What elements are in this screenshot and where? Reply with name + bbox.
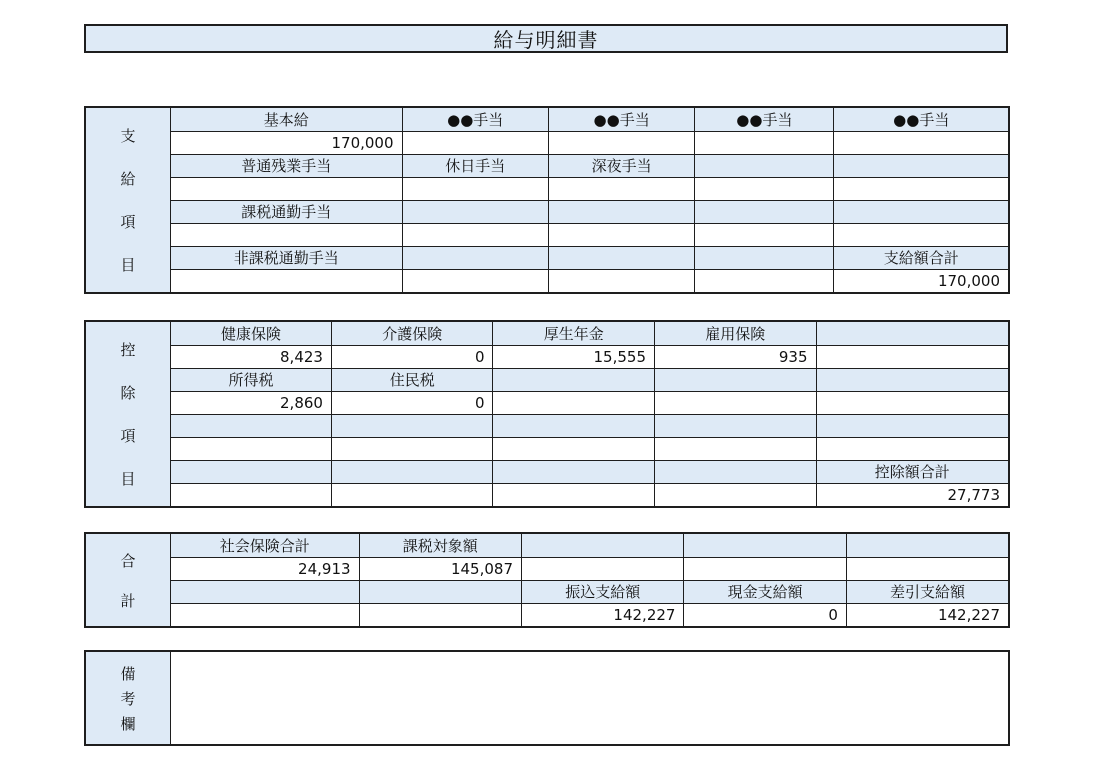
field-value[interactable] xyxy=(171,177,402,200)
field-label: 住民税 xyxy=(331,368,493,391)
table-row xyxy=(171,580,1008,603)
field-value[interactable] xyxy=(171,223,402,246)
field-label xyxy=(171,414,331,437)
table-row xyxy=(171,414,1008,437)
field-label xyxy=(402,200,548,223)
field-value[interactable] xyxy=(548,223,694,246)
field-value[interactable] xyxy=(834,131,1008,154)
side-label-char: 備 xyxy=(120,664,136,683)
field-value[interactable] xyxy=(402,269,548,292)
field-value[interactable] xyxy=(548,269,694,292)
field-label xyxy=(655,414,817,437)
table-row xyxy=(171,391,1008,414)
field-value[interactable] xyxy=(493,391,655,414)
field-value[interactable]: 142,227 xyxy=(522,603,684,626)
side-label-char: 給 xyxy=(120,170,136,188)
payments-table xyxy=(171,108,1008,292)
field-value[interactable] xyxy=(655,437,817,460)
field-value[interactable] xyxy=(402,223,548,246)
field-label xyxy=(695,246,834,269)
table-row xyxy=(171,460,1008,483)
field-label: 普通残業手当 xyxy=(171,154,402,177)
field-value[interactable] xyxy=(548,131,694,154)
field-value[interactable] xyxy=(171,483,331,506)
field-label: ●●手当 xyxy=(834,108,1008,131)
deductions-side-label xyxy=(86,322,171,506)
field-label xyxy=(402,246,548,269)
table-row xyxy=(171,154,1008,177)
field-label: ●●手当 xyxy=(402,108,548,131)
field-value[interactable]: 935 xyxy=(655,345,817,368)
field-value[interactable] xyxy=(846,557,1008,580)
field-label xyxy=(493,368,655,391)
payments-section xyxy=(84,106,1010,294)
field-label xyxy=(695,154,834,177)
field-value[interactable]: 0 xyxy=(331,345,493,368)
field-label: 雇用保険 xyxy=(655,322,817,345)
field-value[interactable]: 170,000 xyxy=(171,131,402,154)
field-value[interactable]: 0 xyxy=(331,391,493,414)
table-row xyxy=(171,322,1008,345)
field-label xyxy=(655,460,817,483)
field-label xyxy=(816,322,1008,345)
totals-side-label xyxy=(86,534,171,626)
field-value[interactable]: 8,423 xyxy=(171,345,331,368)
side-label-char: 計 xyxy=(120,591,136,610)
field-value[interactable]: 24,913 xyxy=(171,557,359,580)
field-label: 非課税通勤手当 xyxy=(171,246,402,269)
field-value[interactable] xyxy=(493,437,655,460)
field-value[interactable]: 27,773 xyxy=(816,483,1008,506)
field-label xyxy=(171,460,331,483)
side-label-char: 控 xyxy=(120,341,136,359)
field-value[interactable]: 142,227 xyxy=(846,603,1008,626)
field-label: 差引支給額 xyxy=(846,580,1008,603)
deductions-table xyxy=(171,322,1008,506)
field-label xyxy=(846,534,1008,557)
side-label-char: 目 xyxy=(120,470,136,488)
side-label-char: 合 xyxy=(120,551,136,570)
field-label: 厚生年金 xyxy=(493,322,655,345)
notes-section xyxy=(84,650,1010,746)
side-label-char: 支 xyxy=(120,127,136,145)
field-label: 介護保険 xyxy=(331,322,493,345)
table-row xyxy=(171,368,1008,391)
page-title: 給与明細書 xyxy=(84,24,1008,53)
deductions-section xyxy=(84,320,1010,508)
field-value[interactable] xyxy=(402,131,548,154)
field-value[interactable] xyxy=(359,603,521,626)
field-label: 基本給 xyxy=(171,108,402,131)
field-value[interactable] xyxy=(171,269,402,292)
side-label-char: 除 xyxy=(120,384,136,402)
field-value[interactable] xyxy=(695,223,834,246)
field-label: 所得税 xyxy=(171,368,331,391)
field-label xyxy=(834,154,1008,177)
field-value[interactable]: 0 xyxy=(684,603,846,626)
table-row xyxy=(171,345,1008,368)
table-row xyxy=(171,177,1008,200)
field-value[interactable] xyxy=(695,131,834,154)
field-value[interactable] xyxy=(834,177,1008,200)
field-label: 休日手当 xyxy=(402,154,548,177)
table-row xyxy=(171,246,1008,269)
field-label xyxy=(655,368,817,391)
field-value[interactable] xyxy=(816,391,1008,414)
field-label xyxy=(548,200,694,223)
side-label-char: 目 xyxy=(120,256,136,274)
field-label: 社会保険合計 xyxy=(171,534,359,557)
field-value[interactable] xyxy=(655,391,817,414)
field-label xyxy=(548,246,694,269)
field-value[interactable] xyxy=(695,177,834,200)
side-label-char: 項 xyxy=(120,213,136,231)
totals-section xyxy=(84,532,1010,628)
field-value[interactable] xyxy=(816,437,1008,460)
field-value[interactable] xyxy=(402,177,548,200)
field-value[interactable]: 2,860 xyxy=(171,391,331,414)
field-value[interactable] xyxy=(816,345,1008,368)
side-label-char: 項 xyxy=(120,427,136,445)
field-label xyxy=(522,534,684,557)
field-label: ●●手当 xyxy=(695,108,834,131)
field-label: 現金支給額 xyxy=(684,580,846,603)
table-row xyxy=(171,200,1008,223)
table-row xyxy=(171,269,1008,292)
field-value[interactable]: 15,555 xyxy=(493,345,655,368)
field-label xyxy=(695,200,834,223)
field-value[interactable] xyxy=(695,269,834,292)
field-value[interactable]: 170,000 xyxy=(834,269,1008,292)
field-value[interactable] xyxy=(331,483,493,506)
field-value[interactable] xyxy=(834,223,1008,246)
table-row xyxy=(171,437,1008,460)
field-value[interactable] xyxy=(331,437,493,460)
field-label: 健康保険 xyxy=(171,322,331,345)
field-value[interactable] xyxy=(171,603,359,626)
field-value[interactable]: 145,087 xyxy=(359,557,521,580)
field-label xyxy=(493,460,655,483)
field-label xyxy=(331,414,493,437)
side-label-char: 欄 xyxy=(120,714,136,733)
notes-side-label xyxy=(86,652,171,744)
field-label xyxy=(171,580,359,603)
field-value[interactable] xyxy=(493,483,655,506)
table-row xyxy=(171,131,1008,154)
field-label: 深夜手当 xyxy=(548,154,694,177)
side-label-char: 考 xyxy=(120,689,136,708)
table-row xyxy=(171,557,1008,580)
field-label xyxy=(834,200,1008,223)
field-label: 課税通勤手当 xyxy=(171,200,402,223)
field-label: 控除額合計 xyxy=(816,460,1008,483)
totals-table xyxy=(171,534,1008,626)
field-value[interactable] xyxy=(548,177,694,200)
field-label xyxy=(816,414,1008,437)
table-row xyxy=(171,108,1008,131)
field-label xyxy=(816,368,1008,391)
field-label xyxy=(359,580,521,603)
field-label: 支給額合計 xyxy=(834,246,1008,269)
table-row xyxy=(171,534,1008,557)
field-label xyxy=(493,414,655,437)
field-value[interactable] xyxy=(171,437,331,460)
field-label: 振込支給額 xyxy=(522,580,684,603)
table-row xyxy=(171,603,1008,626)
field-value[interactable] xyxy=(655,483,817,506)
field-label: ●●手当 xyxy=(548,108,694,131)
field-value[interactable] xyxy=(522,557,684,580)
notes-field[interactable] xyxy=(171,652,1008,744)
table-row xyxy=(171,223,1008,246)
field-value[interactable] xyxy=(684,557,846,580)
field-label xyxy=(684,534,846,557)
field-label xyxy=(331,460,493,483)
table-row xyxy=(171,483,1008,506)
field-label: 課税対象額 xyxy=(359,534,521,557)
payments-side-label xyxy=(86,108,171,292)
